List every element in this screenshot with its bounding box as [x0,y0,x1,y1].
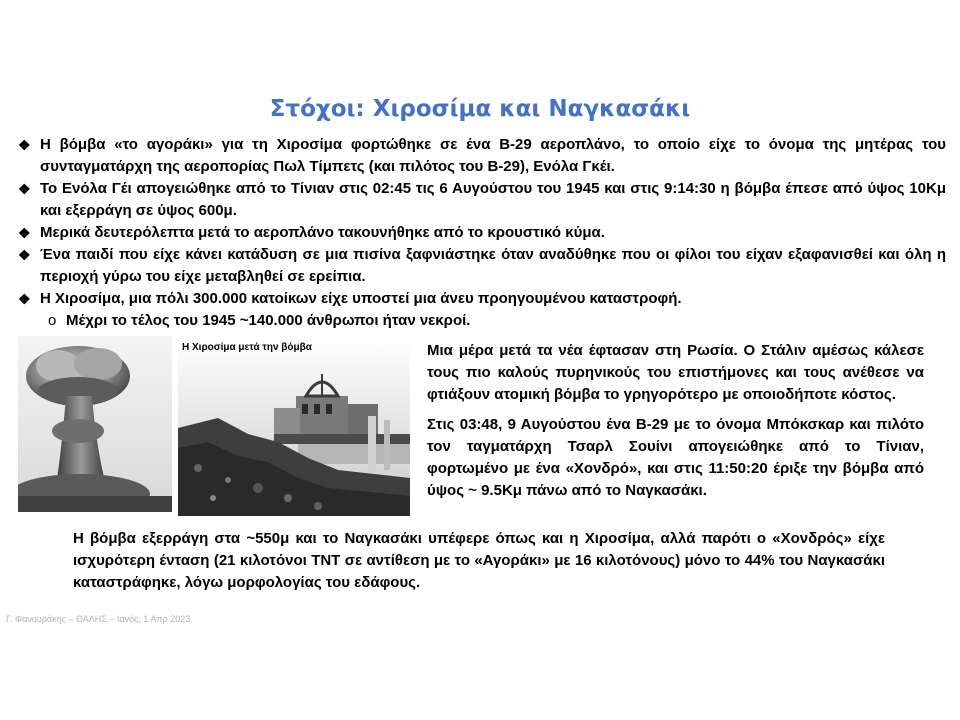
diamond-bullet-icon: ❖ [18,181,31,197]
bullet-item [18,288,946,310]
bullet-text: Η Χιροσίμα, μια πόλι 300.000 κατοίκων είχε υποστεί μια άνευ προηγουμένου καταστροφή. [40,290,682,307]
diamond-bullet-icon: ❖ [18,225,31,241]
paragraph: Στις 03:48, 9 Αυγούστου ένα B-29 με το όνομα Μπόκσκαρ και πιλότο τον ταγματάρχη Τσαρλ Σουίνι απογειώθηκε από το Τίνιαν, φορτωμένο με ένα «Χονδρό», και στις 11:50:20 έριξε την βόμβα από ύψος ~ 9.5Κμ πάνω από το Ναγκασάκι. [427,416,924,499]
bullet-text: Ένα παιδί που είχε κάνει κατάδυση σε μια πισίνα ξαφνιάστηκε όταν αναδύθηκε που οι φίλοι του είχαν εξαφανισθεί και όλη η περιοχή γύρω του είχε μεταβληθεί σε ερείπια. [40,246,946,285]
paragraph: Μια μέρα μετά τα νέα έφτασαν στη Ρωσία. Ο Στάλιν αμέσως κάλεσε τους πιο καλούς πυρηνικούς του επιστήμονες και τους ανέθεσε να φτιάξουν ατομική βόμβα το γρηγορότερο με οποιοδήποτε κόστος. [427,342,924,403]
photo-caption: Η Χιροσίμα μετά την βόμβα [182,342,312,353]
mushroom-cloud-photo [18,336,172,512]
circle-bullet-icon: o [48,312,57,329]
footer-credit: Γ. Φανουράκης – ΘΑΛΗΣ – Ιανός, 1 Απρ 2023 [6,614,191,624]
diamond-bullet-icon: ❖ [18,137,31,153]
bullet-text: Μερικά δευτερόλεπτα μετά το αεροπλάνο τακουνήθηκε από το κρουστικό κύμα. [40,224,605,241]
bullet-text: Το Ενόλα Γέι απογειώθηκε από το Τίνιαν στις 02:45 τις 6 Αυγούστου του 1945 και στις 9:14:30 η βόμβα έπεσε από ύψος 10Κμ και εξερράγη σε ύψος 600μ. [40,180,946,219]
sub-bullet-text: Μέχρι το τέλος του 1945 ~140.000 άνθρωποι ήταν νεκροί. [66,312,471,329]
sub-bullet-item [18,310,946,332]
hiroshima-ruins-photo [178,338,410,516]
slide-title: Στόχοι: Χιροσίμα και Ναγκασάκι [269,96,691,122]
bullet-text: Η βόμβα «το αγοράκι» για τη Χιροσίμα φορτώθηκε σε ένα B-29 αεροπλάνο, το οποίο είχε το όνομα της μητέρας του συνταγματάρχη της αεροπορίας Πωλ Τίμπετς (και πιλότος του B-29), Ενόλα Γκέι. [40,136,946,175]
right-text-block [427,340,924,510]
bottom-paragraph: Η βόμβα εξερράγη στα ~550μ και το Ναγκασάκι υπέφερε όπως και η Χιροσίμα, αλλά παρότι ο «Χονδρός» είχε ισχυρότερη ένταση (21 κιλοτόνοι TNT σε αντίθεση με το «Αγοράκι» με 16 κιλοτόνους) μόνο το 44% του Ναγκασάκι καταστράφηκε, λόγω μορφολογίας του εδάφους. [73,530,885,591]
bullet-item [18,222,946,244]
bullet-item [18,178,946,222]
bullet-item [18,244,946,288]
diamond-bullet-icon: ❖ [18,247,31,263]
diamond-bullet-icon: ❖ [18,291,31,307]
bullet-list [18,134,946,332]
bullet-item [18,134,946,178]
